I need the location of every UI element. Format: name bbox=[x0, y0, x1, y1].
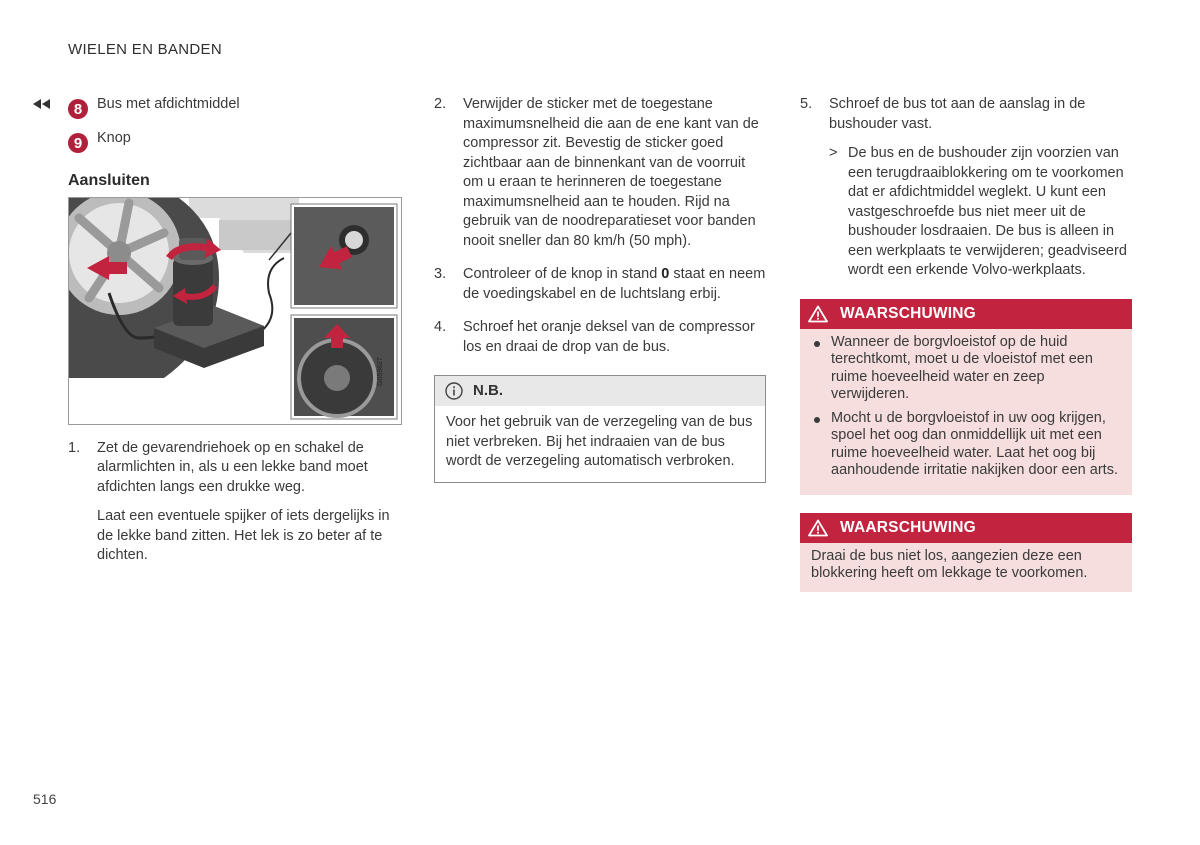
result-marker: > bbox=[829, 145, 838, 161]
column-1 bbox=[68, 95, 402, 576]
warning-triangle-icon bbox=[808, 305, 828, 323]
note-title: N.B. bbox=[473, 382, 503, 400]
number-badge: 9 bbox=[68, 133, 88, 153]
step-number: 3. bbox=[434, 266, 447, 282]
warning-header bbox=[800, 513, 1132, 543]
warning-triangle-icon bbox=[808, 519, 828, 537]
warning-box-2 bbox=[800, 513, 1132, 592]
legend-item-9 bbox=[68, 129, 402, 163]
step-result bbox=[800, 144, 1132, 281]
note-box bbox=[434, 375, 766, 483]
step-number: 1. bbox=[68, 439, 81, 456]
note-header bbox=[435, 376, 765, 406]
warning-box-1 bbox=[800, 299, 1132, 495]
warning-title: WAARSCHUWING bbox=[840, 518, 976, 536]
step-number: 5. bbox=[800, 96, 813, 112]
step-item bbox=[434, 95, 766, 251]
legend-label: Knop bbox=[97, 130, 131, 146]
step-number: 4. bbox=[434, 319, 447, 335]
info-icon bbox=[445, 382, 463, 400]
bullet-text: Mocht u de borgvloeistof in uw oog krijgen, spoel het oog dan onmiddellijk uit met een ruime hoeveelheid water. Laat het oog bij aanhoudende irritatie nakijken door een arts. bbox=[831, 409, 1118, 478]
legend-label: Bus met afdichtmiddel bbox=[97, 96, 240, 112]
steps-list-col2 bbox=[434, 95, 766, 357]
illustration-code: G059827 bbox=[377, 356, 384, 386]
step-text: Schroef de bus tot aan de aanslag in de bushouder vast. bbox=[829, 96, 1086, 132]
column-3 bbox=[800, 95, 1132, 592]
step-item bbox=[800, 95, 1132, 134]
warning-title: WAARSCHUWING bbox=[840, 304, 976, 322]
warning-body bbox=[800, 543, 1132, 592]
step-text bbox=[463, 265, 766, 304]
warning-bullets bbox=[811, 334, 1121, 480]
warning-body bbox=[800, 329, 1132, 495]
step-text: Schroef het oranje deksel van de compressor los en draai de drop van de bus. bbox=[463, 319, 755, 355]
step-item bbox=[434, 265, 766, 304]
steps-list-col3 bbox=[800, 95, 1132, 134]
steps-list-col1 bbox=[68, 439, 402, 566]
compressor-illustration bbox=[68, 197, 402, 425]
step-subtext: Laat een eventuele spijker of iets dergelijks in de lekke band zitten. Het lek is zo beter af te dichten. bbox=[97, 508, 390, 563]
warning-text: Draai de bus niet los, aangezien deze een blokkering heeft om lekkage te voorkomen. bbox=[811, 547, 1088, 581]
step-item bbox=[434, 318, 766, 357]
warning-header bbox=[800, 299, 1132, 329]
result-text: De bus en de bushouder zijn voorzien van een terugdraaiblokkering om te voorkomen dat er afdichtmiddel weglekt. U kunt een vastgeschroefde bus niet meer uit de bushouder losdraaien. De bus is alleen in een werkplaats te verwijderen; geadviseerd wordt een erkende Volvo-werkplaats. bbox=[848, 145, 1127, 278]
warning-bullet bbox=[811, 410, 1121, 480]
page-number: 516 bbox=[33, 791, 57, 807]
back-arrows-icon[interactable] bbox=[33, 98, 53, 110]
step-text-part: staat en neem de voedingskabel en de luchtslang erbij. bbox=[463, 266, 766, 302]
column-2 bbox=[434, 95, 766, 483]
step-number: 2. bbox=[434, 96, 447, 112]
step-item bbox=[68, 439, 402, 566]
number-badge: 8 bbox=[68, 99, 88, 119]
bullet-text: Wanneer de borgvloeistof op de huid terechtkomt, moet u de vloeistof met een ruime hoeveelheid water en zeep verwijderen. bbox=[831, 333, 1093, 402]
section-heading: Aansluiten bbox=[68, 172, 150, 189]
step-text: Verwijder de sticker met de toegestane maximumsnelheid die aan de ene kant van de compressor zit. Bevestig de sticker goed zichtbaar aan de binnenkant van de voorruit om u eraan te herinneren de toegestane maximumsnelheid aan te houden. Rijd na gebruik van de noodreparatieset voor banden nooit sneller dan 80 km/h (50 mph). bbox=[463, 96, 759, 249]
legend-item-8 bbox=[68, 95, 402, 129]
warning-bullet bbox=[811, 334, 1121, 404]
step-text: Zet de gevarendriehoek op en schakel de alarmlichten in, als u een lekke band moet afdichten langs een drukke weg. bbox=[97, 439, 368, 495]
section-header: WIELEN EN BANDEN bbox=[68, 41, 222, 58]
knob-position: 0 bbox=[661, 266, 670, 282]
step-text-part: Controleer of de knop in stand bbox=[463, 266, 662, 282]
note-text: Voor het gebruik van de verzegeling van de bus niet verbreken. Bij het indraaien van de bus wordt de verzegeling automatisch verbroken. bbox=[446, 414, 753, 469]
